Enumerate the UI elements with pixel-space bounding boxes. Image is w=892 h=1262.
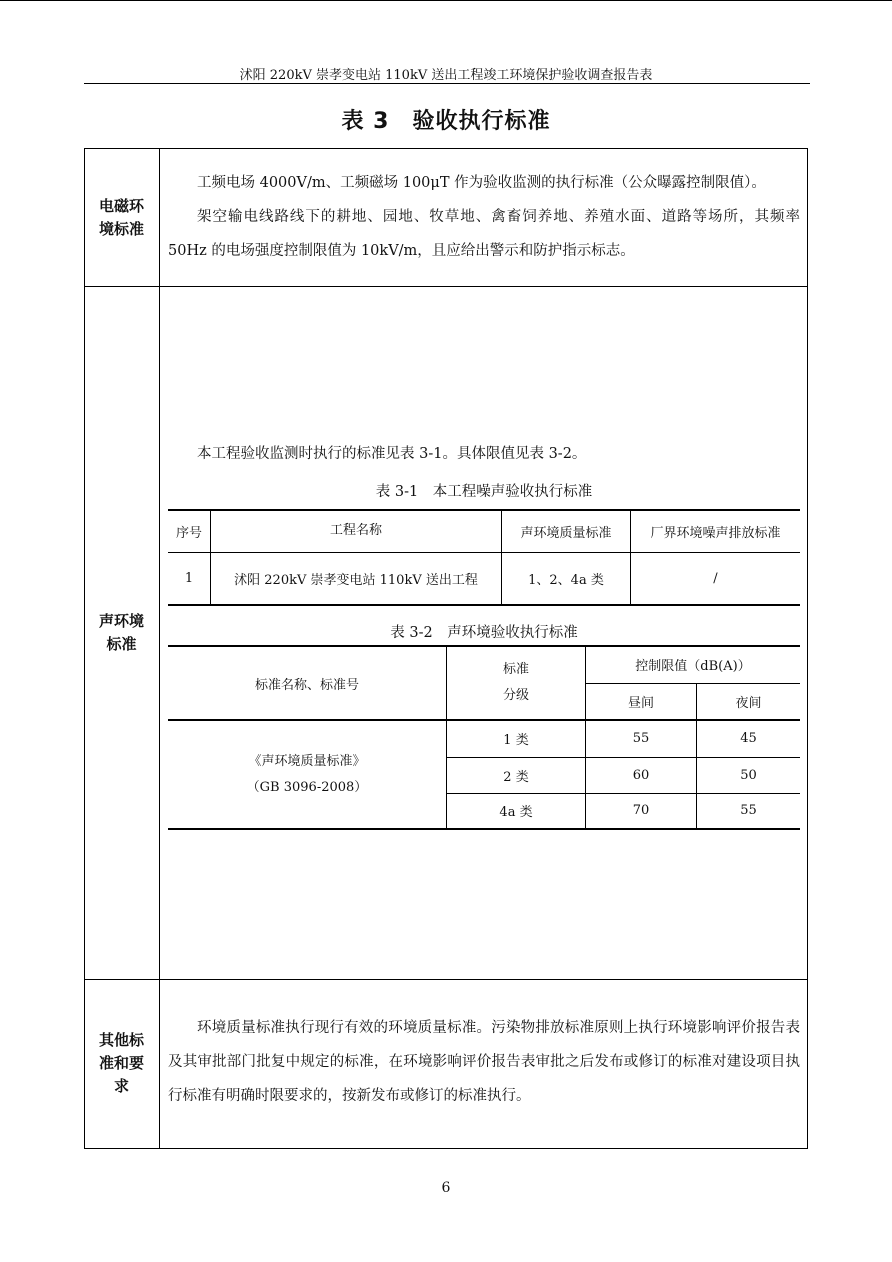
table-3-1 <box>168 509 800 606</box>
col-header-no: 序号 <box>168 510 211 552</box>
table-3-2-caption: 表 3-2 声环境验收执行标准 <box>390 625 578 641</box>
page-title: 表 3 验收执行标准 <box>341 109 551 134</box>
col-header-project: 工程名称 <box>211 510 502 552</box>
cell-night: 50 <box>697 757 801 793</box>
row-divider-em <box>84 286 808 287</box>
other-label-line1: 其他标 <box>98 1031 144 1049</box>
cell-no: 1 <box>168 552 211 605</box>
table-3-1-header-row <box>168 510 800 552</box>
page-number: 6 <box>441 1180 451 1196</box>
em-paragraph-1: 工频电场 4000V/m、工频磁场 100μT 作为验收监测的执行标准（公众曝露控制限值）。 <box>197 175 766 191</box>
cell-project: 沭阳 220kV 崇孝变电站 110kV 送出工程 <box>211 552 502 605</box>
cell-class: 4a 类 <box>447 793 586 829</box>
col-header-standard-name: 标准名称、标准号 <box>168 646 447 720</box>
cell-night: 45 <box>697 720 801 757</box>
row-divider-noise <box>84 979 808 980</box>
running-header: 沭阳 220kV 崇孝变电站 110kV 送出工程竣工环境保护验收调查报告表 <box>239 68 653 83</box>
other-label-line2: 准和要 <box>98 1054 144 1072</box>
col-header-class-line2: 分级 <box>502 688 529 703</box>
cell-day: 55 <box>586 720 697 757</box>
em-paragraph-2: 架空输电线路线下的耕地、园地、牧草地、禽畜饲养地、养殖水面、道路等场所，其频率 50Hz 的电场强度控制限值为 10kV/m，且应给出警示和防护指示标志。 <box>168 209 800 259</box>
table-3-2-header-row-1 <box>168 646 800 683</box>
col-header-class <box>447 646 586 720</box>
other-standard-label <box>84 1029 159 1098</box>
noise-label-line2: 标准 <box>106 635 137 653</box>
page-top-edge <box>0 0 892 1</box>
table-row <box>168 552 800 605</box>
cell-quality: 1、2、4a 类 <box>502 552 631 605</box>
cell-night: 55 <box>697 793 801 829</box>
header-rule <box>84 83 810 84</box>
noise-standard-label <box>84 610 159 656</box>
label-column-divider <box>159 148 160 1149</box>
cell-day: 70 <box>586 793 697 829</box>
noise-label-line1: 声环境 <box>98 612 144 630</box>
col-header-day: 昼间 <box>586 683 697 720</box>
standard-name-line2: （GB 3096-2008） <box>246 779 368 795</box>
noise-intro: 本工程验收监测时执行的标准见表 3-1。具体限值见表 3-2。 <box>197 446 587 462</box>
col-header-limit: 控制限值（dB(A)） <box>586 646 801 683</box>
em-label-line1: 电磁环 <box>98 197 144 215</box>
col-header-boundary: 厂界环境噪声排放标准 <box>631 510 801 552</box>
table-row <box>168 720 800 757</box>
other-paragraph: 环境质量标准执行现行有效的环境质量标准。污染物排放标准原则上执行环境影响评价报告表及其审批部门批复中规定的标准，在环境影响评价报告表审批之后发布或修订的标准对建设项目执行标准有明确时限要求的，按新发布或修订的标准执行。 <box>168 1020 800 1104</box>
em-standard-label <box>84 195 159 241</box>
cell-boundary: / <box>631 552 801 605</box>
cell-day: 60 <box>586 757 697 793</box>
em-label-line2: 境标准 <box>98 220 144 238</box>
other-label-line3: 求 <box>113 1077 129 1095</box>
col-header-night: 夜间 <box>697 683 801 720</box>
standard-name-line1: 《声环境质量标准》 <box>248 753 366 769</box>
table-3-1-caption: 表 3-1 本工程噪声验收执行标准 <box>375 484 593 500</box>
cell-standard-name <box>168 720 447 829</box>
col-header-quality: 声环境质量标准 <box>502 510 631 552</box>
col-header-class-line1: 标准 <box>502 662 529 677</box>
cell-class: 2 类 <box>447 757 586 793</box>
cell-class: 1 类 <box>447 720 586 757</box>
table-3-2 <box>168 645 800 830</box>
